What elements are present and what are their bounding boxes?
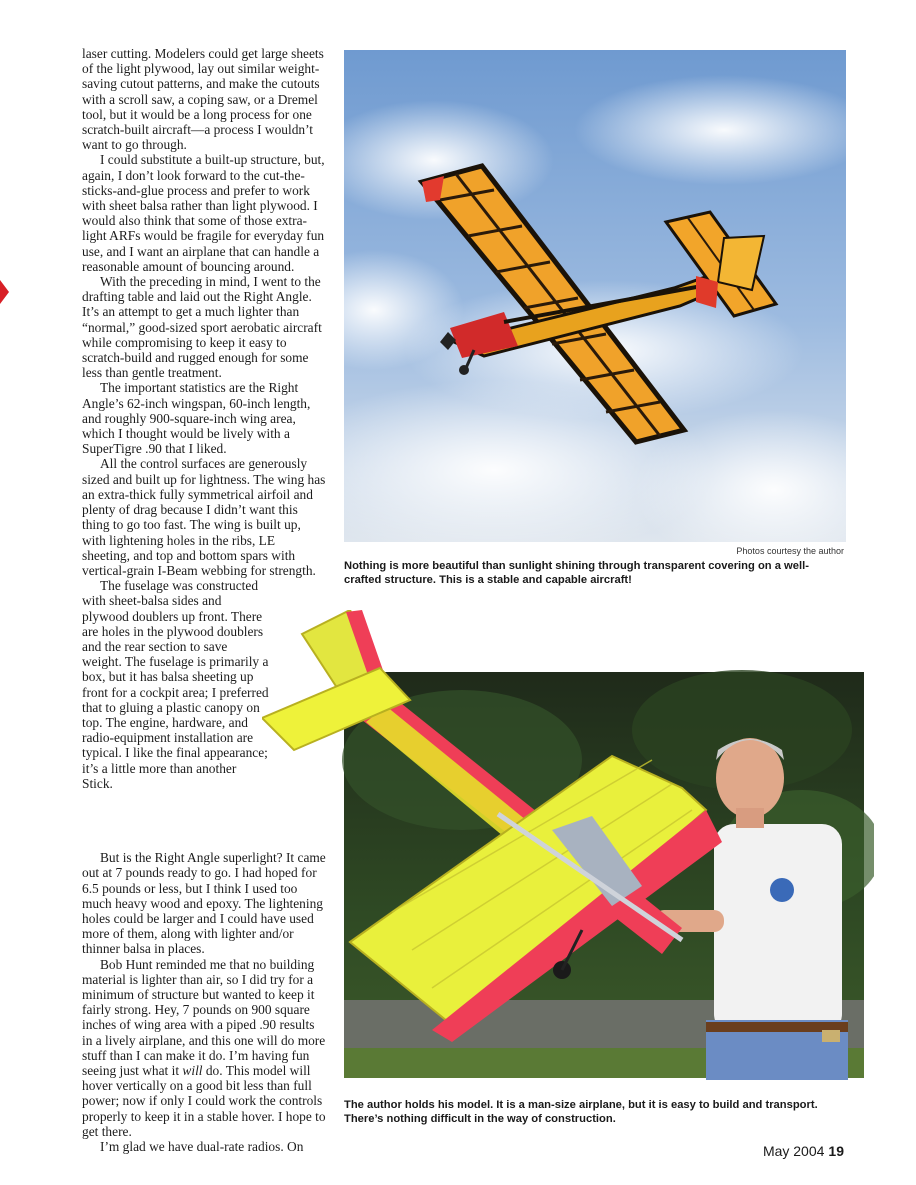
page-number: 19 xyxy=(828,1143,844,1159)
photo-credit: Photos courtesy the author xyxy=(736,546,844,556)
photo-author-with-model xyxy=(262,610,874,1088)
page-footer xyxy=(763,1143,844,1159)
paragraph-3: With the preceding in mind, I went to the drafting table and laid out the Right Angle. It’s an attempt to get a much lighter than “normal,” good-sized sport aerobatic aircraft while compromising to keep it easy to scratch-build and rugged enough for some less than gentle treatment. xyxy=(82,274,322,381)
paragraph-6: The fuselage was constructed with sheet-balsa sides and plywood doublers up front. There are holes in the plywood doublers and the rear section to save weight. The fuselage is primarily a box, but it has balsa sheeting up front for a cockpit area; I preferred that to gluing a plastic canopy on top. The engine, hardware, and radio-equipment installation are typical. I like the final appearance; it’s a little more than another Stick. xyxy=(82,578,269,791)
edge-marker xyxy=(0,280,9,304)
t-shirt xyxy=(714,824,842,1034)
photo-plane-in-flight xyxy=(344,50,846,542)
face xyxy=(716,738,784,818)
paragraph-8-part-b: do. This model will hover vertically on a good bit less than full power; now if only I could work the controls properly to keep it in a stable hover. I hope to get there. xyxy=(82,1062,326,1139)
paragraph-1: laser cutting. Modelers could get large sheets of the light plywood, lay out similar weight-saving cutout patterns, and make the cutouts with a scroll saw, a coping saw, or a Dremel tool, but it would be a long process for one scratch-built aircraft—a process I wouldn’t want to go through. xyxy=(82,46,324,153)
paragraph-8-emphasis: will xyxy=(182,1062,203,1078)
paragraph-2: I could substitute a built-up structure, but, again, I don’t look forward to the cut-the-sticks-and-glue process and prefer to work with sheet balsa rather than light plywood. I would also think that some of those extra-light ARFs would be fragile for everyday fun use, and I want an airplane that can handle a reasonable amount of bouncing around. xyxy=(82,152,325,274)
paragraph-4: The important statistics are the Right Angle’s 62-inch wingspan, 60-inch length, and roughly 900-square-inch wing area, which I thought would be lively with a SuperTigre .90 that I liked. xyxy=(82,380,311,457)
watch xyxy=(822,1030,840,1042)
caption-author-photo: The author holds his model. It is a man-size airplane, but it is easy to build and transport. There’s nothing difficult in the way of construction. xyxy=(344,1099,818,1125)
paragraph-7: But is the Right Angle superlight? It came out at 7 pounds ready to go. I had hoped for 6.5 pounds or less, but I think I used too much heavy wood and epoxy. The lightening holes could be larger and I could have used more of them, along with lighter and/or thinner balsa in places. xyxy=(82,850,326,957)
paragraph-9: I’m glad we have dual-rate radios. On xyxy=(100,1138,304,1154)
issue-date: May 2004 xyxy=(762,1143,825,1159)
paragraph-8-part-a: Bob Hunt reminded me that no building material is lighter than air, so I did try for a minimum of structure but wanted to keep it fairly strong. Hey, 7 pounds on 900 square inches of wing area with a piped .90 results in a lively airplane, and this one will do more stuff than I can make it do. I’m having fun seeing just what it xyxy=(82,956,326,1078)
caption-flight-photo: Nothing is more beautiful than sunlight shining through transparent covering on a well-crafted structure. This is a stable and capable aircraft! xyxy=(344,560,809,586)
paragraph-5: All the control surfaces are generously sized and built up for lightness. The wing has an extra-thick fully symmetrical airfoil and plenty of drag because I didn’t want this thing to go too fast. The wing is built up, with lightening holes in the ribs, LE sheeting, and top and bottom spars with vertical-grain I-Beam webbing for strength. xyxy=(82,456,326,578)
shirt-logo xyxy=(770,878,794,902)
